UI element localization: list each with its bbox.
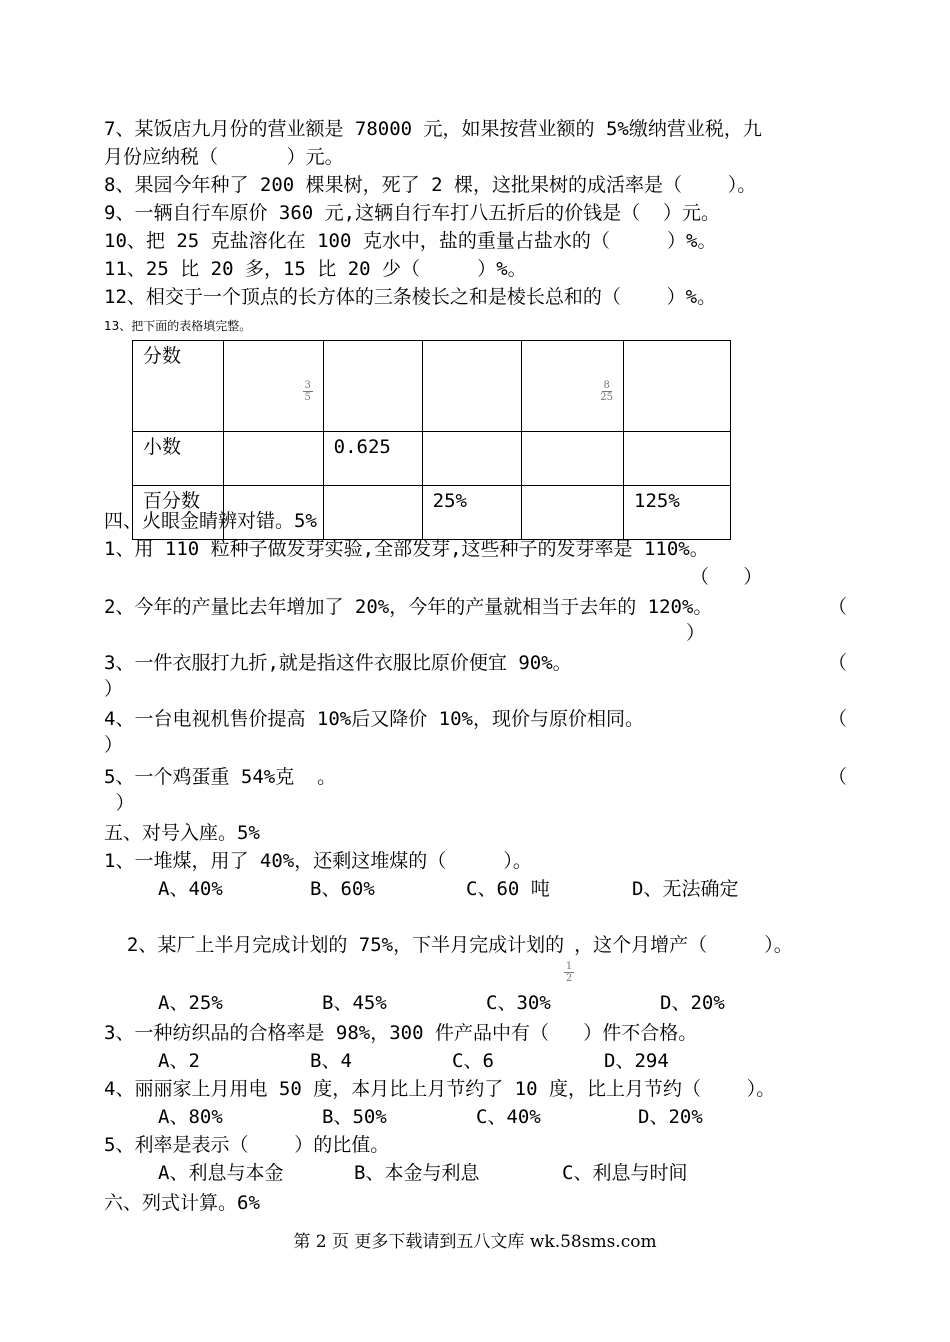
question-13: 13、把下面的表格填完整。 [104,319,252,333]
fraction-3-5: $\frac{3}{5}$ [304,380,311,403]
choice-2-option-d: D、20% [660,992,725,1014]
judge-2-open: （ [828,596,848,618]
judge-2: 2、今年的产量比去年增加了 20%，今年的产量就相当于去年的 120%。 [104,596,713,618]
choice-1-option-d: D、无法确定 [632,878,739,900]
question-7-line2: 月份应纳税（ ）元。 [104,146,344,168]
fraction-cell-3 [422,341,521,432]
choice-3: 3、一种纺织品的合格率是 98%，300 件产品中有（ ）件不合格。 [104,1022,698,1044]
choice-3-option-d: D、294 [604,1050,669,1072]
decimal-cell-2: 0.625 [323,432,422,486]
judge-1-paren: （ ） [690,566,763,588]
choice-2-text-pre: 2、某厂上半月完成计划的 75%，下半月完成计划的 [126,934,565,956]
choice-3-option-c: C、6 [452,1050,494,1072]
judge-3: 3、一件衣服打九折,就是指这件衣服比原价便宜 90%。 [104,652,572,674]
choice-3-option-b: B、4 [310,1050,352,1072]
section-4-title: 四、火眼金睛辨对错。5% [104,510,317,532]
percent-cell-3: 25% [422,486,521,540]
judge-3-close: ） [104,678,124,700]
question-8: 8、果园今年种了 200 棵果树，死了 2 棵，这批果树的成活率是（ ）。 [104,174,757,196]
judge-3-open: （ [828,652,848,674]
fraction-cell-2 [323,341,422,432]
choice-5-option-a: A、利息与本金 [158,1162,284,1184]
choice-4-option-d: D、20% [638,1106,703,1128]
judge-4-open: （ [828,708,848,730]
judge-4: 4、一台电视机售价提高 10%后又降价 10%，现价与原价相同。 [104,708,644,730]
fraction-8-25: $\frac{8}{25}$ [600,380,614,403]
choice-1: 1、一堆煤，用了 40%，还剩这堆煤的（ ）。 [104,850,532,872]
percent-cell-5: 125% [624,486,731,540]
question-10: 10、把 25 克盐溶化在 100 克水中，盐的重量占盐水的（ ）%。 [104,230,717,252]
question-12: 12、相交于一个顶点的长方体的三条棱长之和是棱长总和的（ ）%。 [104,286,717,308]
choice-3-option-a: A、2 [158,1050,200,1072]
decimal-cell-1 [224,432,324,486]
choice-2-option-b: B、45% [322,992,387,1014]
choice-2-text-post: ，这个月增产（ ）。 [574,934,793,956]
judge-1: 1、用 110 粒种子做发芽实验,全部发芽,这些种子的发芽率是 110%。 [104,538,709,560]
choice-1-option-a: A、40% [158,878,223,900]
judge-4-close: ） [104,734,124,756]
choice-4-option-c: C、40% [476,1106,541,1128]
fraction-cell-4 [521,341,623,432]
choice-1-option-c: C、60 吨 [466,878,550,900]
row-label-fraction: 分数 [133,341,224,432]
choice-4: 4、丽丽家上月用电 50 度，本月比上月节约了 10 度，比上月节约（ ）。 [104,1078,776,1100]
fraction-1-2: $\frac{1}{2}$ [565,961,573,984]
percent-cell-4 [521,486,623,540]
judge-5: 5、一个鸡蛋重 54%克 。 [104,766,337,788]
judge-5-open: （ [828,766,848,788]
row-label-decimal: 小数 [133,432,224,486]
decimal-cell-3 [422,432,521,486]
decimal-cell-5 [624,432,731,486]
choice-2-option-a: A、25% [158,992,223,1014]
section-6-title: 六、列式计算。6% [104,1192,260,1214]
decimal-cell-4 [521,432,623,486]
page-footer: 第 2 页 更多下载请到五八文库 wk.58sms.com [293,1232,657,1252]
question-9: 9、一辆自行车原价 360 元,这辆自行车打八五折后的价钱是（ ）元。 [104,202,720,224]
fraction-cell-1 [224,341,324,432]
section-5-title: 五、对号入座。5% [104,822,260,844]
fraction-cell-5 [624,341,731,432]
choice-5-option-b: B、本金与利息 [354,1162,480,1184]
judge-2-close: ） [686,622,706,644]
choice-2 [104,906,793,984]
choice-4-option-b: B、50% [322,1106,387,1128]
row-label-percent: 百分数 [133,486,224,540]
choice-1-option-b: B、60% [310,878,375,900]
percent-cell-2 [323,486,422,540]
question-7-line1: 7、某饭店九月份的营业额是 78000 元，如果按营业额的 5%缴纳营业税，九 [104,118,762,140]
judge-5-close: ） [104,792,135,814]
question-11: 11、25 比 20 多，15 比 20 少（ ）%。 [104,258,527,280]
choice-2-option-c: C、30% [486,992,551,1014]
choice-5: 5、利率是表示（ ）的比值。 [104,1134,390,1156]
choice-4-option-a: A、80% [158,1106,223,1128]
choice-5-option-c: C、利息与时间 [562,1162,688,1184]
